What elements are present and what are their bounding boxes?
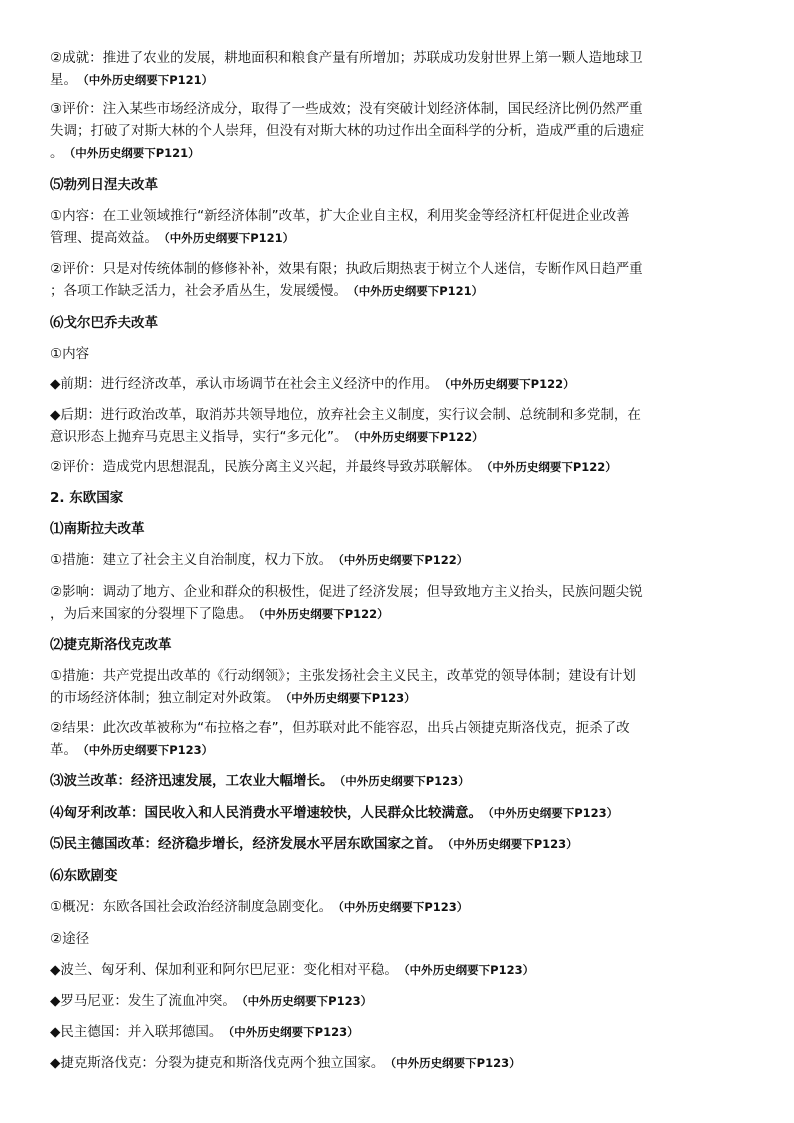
textbook-reference: （中外历史纲要下P122） <box>338 553 469 567</box>
section-heading: ⑸勃列日涅夫改革 <box>50 177 158 193</box>
section-heading: ⑹东欧剧变 <box>50 868 118 884</box>
text-line: ◆前期：进行经济改革，承认市场调节在社会主义经济中的作用。 （中外历史纲要下P122） <box>50 376 575 392</box>
textbook-reference: （中外历史纲要下P123） <box>338 900 469 914</box>
textbook-reference: （中外历史纲要下P121） <box>164 231 295 245</box>
textbook-reference: （中外历史纲要下P122） <box>486 460 617 474</box>
text-line: ②成就：推进了农业的发展，耕地面积和粮食产量有所增加；苏联成功发射世界上第一颗人造地球卫 <box>50 50 643 66</box>
textbook-reference: （中外历史纲要下P121） <box>83 73 214 87</box>
textbook-reference: （中外历史纲要下P122） <box>353 430 484 444</box>
text-line: ◆后期：进行政治改革，取消苏共领导地位，放弃社会主义制度，实行议会制、总统制和多党制，在 <box>50 407 641 423</box>
textbook-reference: （中外历史纲要下P123） <box>228 1025 359 1039</box>
section-heading: ⑵捷克斯洛伐克改革 <box>50 637 172 653</box>
textbook-reference: （中外历史纲要下P123） <box>241 994 373 1008</box>
text-line: ，为后来国家的分裂埋下了隐患。 （中外历史纲要下P122） <box>50 606 389 622</box>
text-line: ⑷匈牙利改革：国民收入和人民消费水平增速较快，人民群众比较满意。 （中外历史纲要下P123） <box>50 805 619 821</box>
text-line: ②结果：此次改革被称为“布拉格之春”，但苏联对此不能容忍，出兵占领捷克斯洛伐克，扼杀了改 <box>50 720 630 736</box>
text-line: 失调；打破了对斯大林的个人崇拜，但没有对斯大林的功过作出全面科学的分析，造成严重的后遗症 <box>50 123 644 139</box>
textbook-reference: （中外历史纲要下P123） <box>488 806 619 820</box>
text-line: ②途径 <box>50 931 90 947</box>
text-line: ②评价：只是对传统体制的修修补补，效果有限；执政后期热衷于树立个人迷信，专断作风日趋严重 <box>50 261 643 277</box>
textbook-reference: （中外历史纲要下P121） <box>353 284 484 298</box>
text-line: 的市场经济体制；独立制定对外政策。 （中外历史纲要下P123） <box>50 690 416 706</box>
text-line: ；各项工作缺乏活力，社会矛盾丛生，发展缓慢。 （中外历史纲要下P121） <box>50 283 484 299</box>
text-line: ③评价：注入某些市场经济成分，取得了一些成效；没有突破计划经济体制，国民经济比例仍然严重 <box>50 101 643 117</box>
textbook-reference: （中外历史纲要下P122） <box>444 377 575 391</box>
text-line: ⑸民主德国改革：经济稳步增长，经济发展水平居东欧国家之首。 （中外历史纲要下P123） <box>50 836 578 852</box>
textbook-reference: （中外历史纲要下P123） <box>403 963 535 977</box>
section-heading: 2. 东欧国家 <box>50 490 124 506</box>
textbook-reference: （中外历史纲要下P123） <box>390 1056 521 1070</box>
text-line: ②评价：造成党内思想混乱，民族分离主义兴起，并最终导致苏联解体。 （中外历史纲要下P122） <box>50 459 617 475</box>
textbook-reference: （中外历史纲要下P123） <box>285 691 416 705</box>
section-heading: ⑴南斯拉夫改革 <box>50 521 145 537</box>
text-line: 。 （中外历史纲要下P121） <box>50 145 200 161</box>
text-line: ①措施：共产党提出改革的《行动纲领》；主张发扬社会主义民主，改革党的领导体制；建设有计划 <box>50 668 636 684</box>
text-line: 意识形态上抛弃马克思主义指导，实行“多元化”。 （中外历史纲要下P122） <box>50 429 484 445</box>
textbook-reference: （中外历史纲要下P123） <box>83 743 214 757</box>
text-line: ◆波兰、匈牙利、保加利亚和阿尔巴尼亚：变化相对平稳。 （中外历史纲要下P123） <box>50 962 535 978</box>
textbook-reference: （中外历史纲要下P123） <box>339 774 470 788</box>
text-line: ◆罗马尼亚：发生了流血冲突。 （中外历史纲要下P123） <box>50 993 373 1009</box>
text-line: ⑶波兰改革：经济迅速发展，工农业大幅增长。 （中外历史纲要下P123） <box>50 773 470 789</box>
text-line: ◆民主德国：并入联邦德国。 （中外历史纲要下P123） <box>50 1024 359 1040</box>
text-line: 星。 （中外历史纲要下P121） <box>50 72 214 88</box>
text-line: ①措施：建立了社会主义自治制度，权力下放。 （中外历史纲要下P122） <box>50 552 469 568</box>
text-line: ◆捷克斯洛伐克：分裂为捷克和斯洛伐克两个独立国家。 （中外历史纲要下P123） <box>50 1055 521 1071</box>
section-heading: ⑹戈尔巴乔夫改革 <box>50 315 158 331</box>
text-line: 管理、提高效益。 （中外历史纲要下P121） <box>50 230 295 246</box>
text-line: ①概况：东欧各国社会政治经济制度急剧变化。 （中外历史纲要下P123） <box>50 899 469 915</box>
text-line: 革。 （中外历史纲要下P123） <box>50 742 214 758</box>
text-line: ①内容 <box>50 346 90 362</box>
textbook-reference: （中外历史纲要下P123） <box>447 837 578 851</box>
textbook-reference: （中外历史纲要下P122） <box>258 607 389 621</box>
text-line: ②影响：调动了地方、企业和群众的积极性，促进了经济发展；但导致地方主义抬头，民族问题尖锐 <box>50 584 643 600</box>
textbook-reference: （中外历史纲要下P121） <box>69 146 200 160</box>
text-line: ①内容：在工业领域推行“新经济体制”改革，扩大企业自主权，利用奖金等经济杠杆促进企业改善 <box>50 208 630 224</box>
